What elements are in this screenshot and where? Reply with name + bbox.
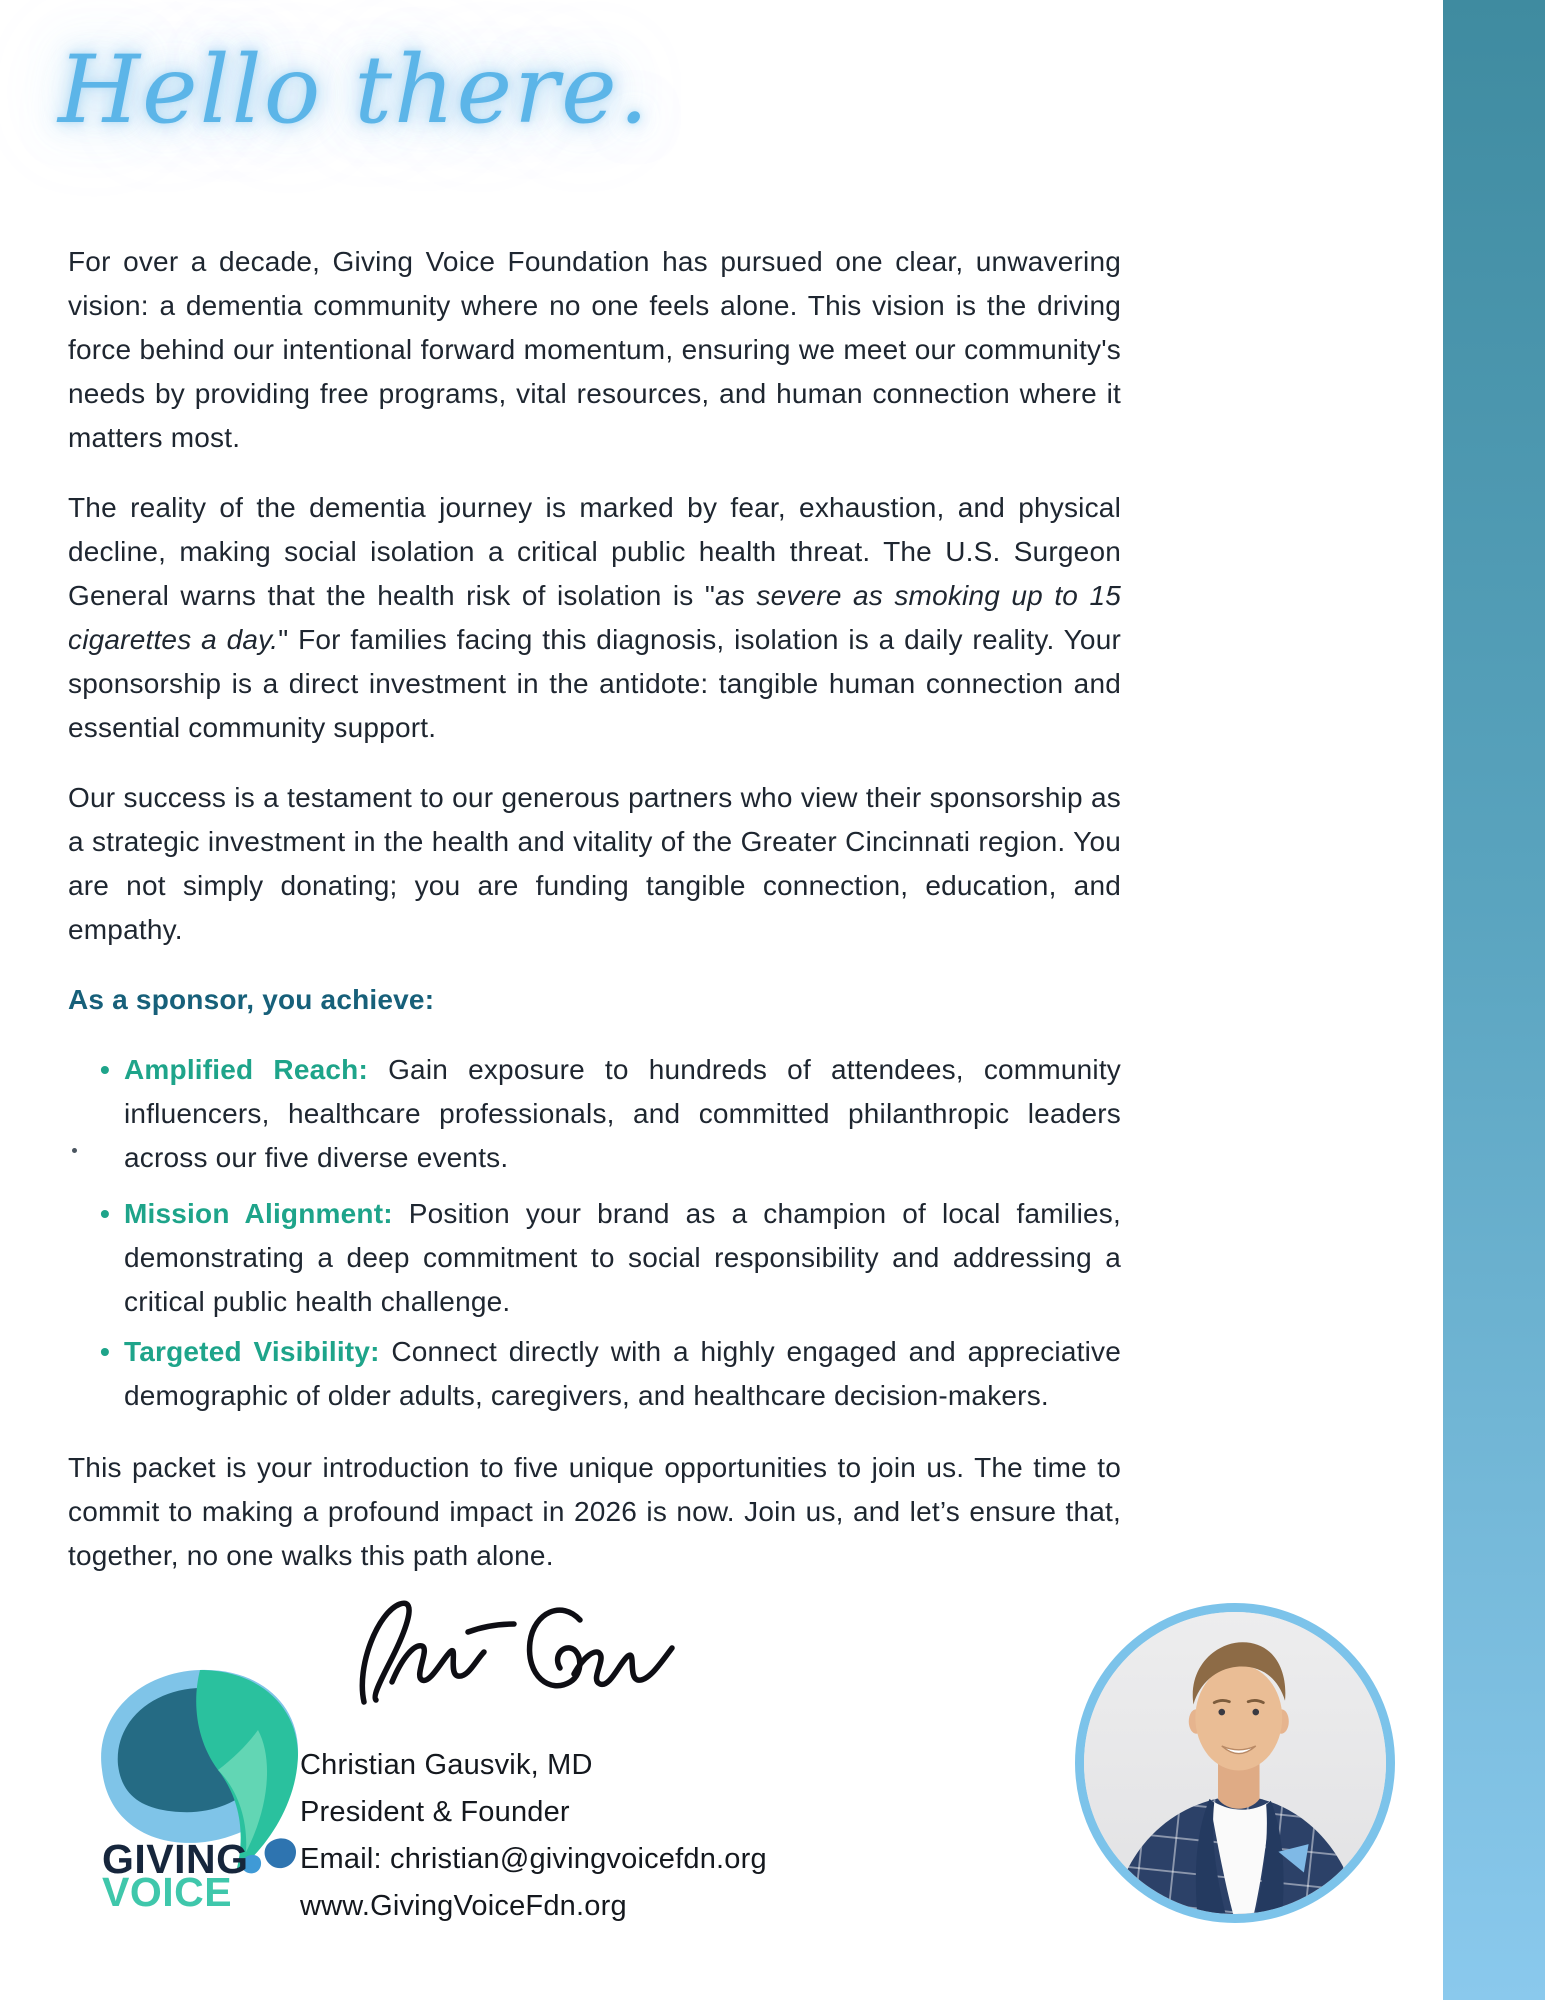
giving-voice-logo	[50, 1620, 320, 1950]
neon-greeting: Hello there.	[58, 36, 651, 145]
accent-sidebar	[1443, 0, 1545, 2000]
bullet-amplified-reach	[68, 1048, 1121, 1180]
signature-image	[348, 1585, 688, 1725]
paragraph-isolation-end: " For families facing this diagnosis, isolation is a daily reality. Your sponsorship is a direct investment in the antidote: tangible human connection and essential community support.	[68, 624, 1121, 743]
contact-title: President & Founder	[300, 1796, 570, 1828]
face	[1195, 1665, 1282, 1771]
surgeon-general-quote: as severe as smoking up to 15 cigarettes a day.	[68, 580, 1121, 655]
eye-left	[1218, 1709, 1225, 1716]
bullet-lead-amplified-reach: Amplified Reach:	[124, 1054, 368, 1085]
stray-dot	[72, 1148, 77, 1153]
bullet-text-targeted-visibility: Connect directly with a highly engaged and appreciative demographic of older adults, caregivers, and healthcare decision-makers.	[124, 1336, 1122, 1411]
contact-block	[300, 1742, 767, 1930]
bullet-dot-icon: •	[100, 1198, 111, 1229]
logo-word-giving: GIVING	[102, 1836, 249, 1882]
bullet-lead-mission-alignment: Mission Alignment:	[124, 1198, 393, 1229]
bullet-lead-targeted-visibility: Targeted Visibility:	[124, 1336, 380, 1367]
voice-mark-large	[265, 1838, 296, 1868]
paragraph-closing: This packet is your introduction to five unique opportunities to join us. The time to commit to making a profound impact in 2026 is now. Join us, and let’s ensure that, together, no one walks this path alone.	[68, 1452, 1121, 1571]
contact-website: www.GivingVoiceFdn.org	[300, 1890, 627, 1922]
paragraph-isolation-start: The reality of the dementia journey is marked by fear, exhaustion, and physical decline, making social isolation a critical public health threat. The U.S. Surgeon General warns that the health risk of isolation is "	[68, 492, 1121, 611]
letter-body	[68, 240, 1121, 1604]
bullet-targeted-visibility	[68, 1330, 1121, 1418]
contact-email: Email: christian@givingvoicefdn.org	[300, 1843, 767, 1875]
bullet-text-mission-alignment: Position your brand as a champion of local families, demonstrating a deep commitment to social responsibility and addressing a critical public health challenge.	[124, 1198, 1121, 1317]
paragraph-isolation	[68, 486, 1121, 750]
logo-word-voice: VOICE	[102, 1869, 233, 1915]
paragraph-vision: For over a decade, Giving Voice Foundation has pursued one clear, unwavering vision: a dementia community where no one feels alone. This vision is the driving force behind our intentional forward momentum, ensuring we meet our community's needs by providing free programs, vital resources, and human connection where it matters most.	[68, 246, 1121, 453]
sponsor-benefits-heading: As a sponsor, you achieve:	[68, 984, 435, 1015]
bullet-dot-icon: •	[100, 1054, 111, 1085]
paragraph-partners: Our success is a testament to our generous partners who view their sponsorship as a strategic investment in the health and vitality of the Greater Cincinnati region. You are not simply donating; you are funding tangible connection, education, and empathy.	[68, 782, 1121, 945]
bullet-dot-icon: •	[100, 1336, 111, 1367]
headshot-photo	[1075, 1603, 1395, 1923]
bullet-text-amplified-reach: Gain exposure to hundreds of attendees, community influencers, healthcare professionals, and committed philanthropic leaders across our five diverse events.	[124, 1054, 1121, 1173]
eye-right	[1252, 1709, 1259, 1716]
contact-name: Christian Gausvik, MD	[300, 1749, 593, 1781]
bullet-mission-alignment	[68, 1192, 1121, 1324]
